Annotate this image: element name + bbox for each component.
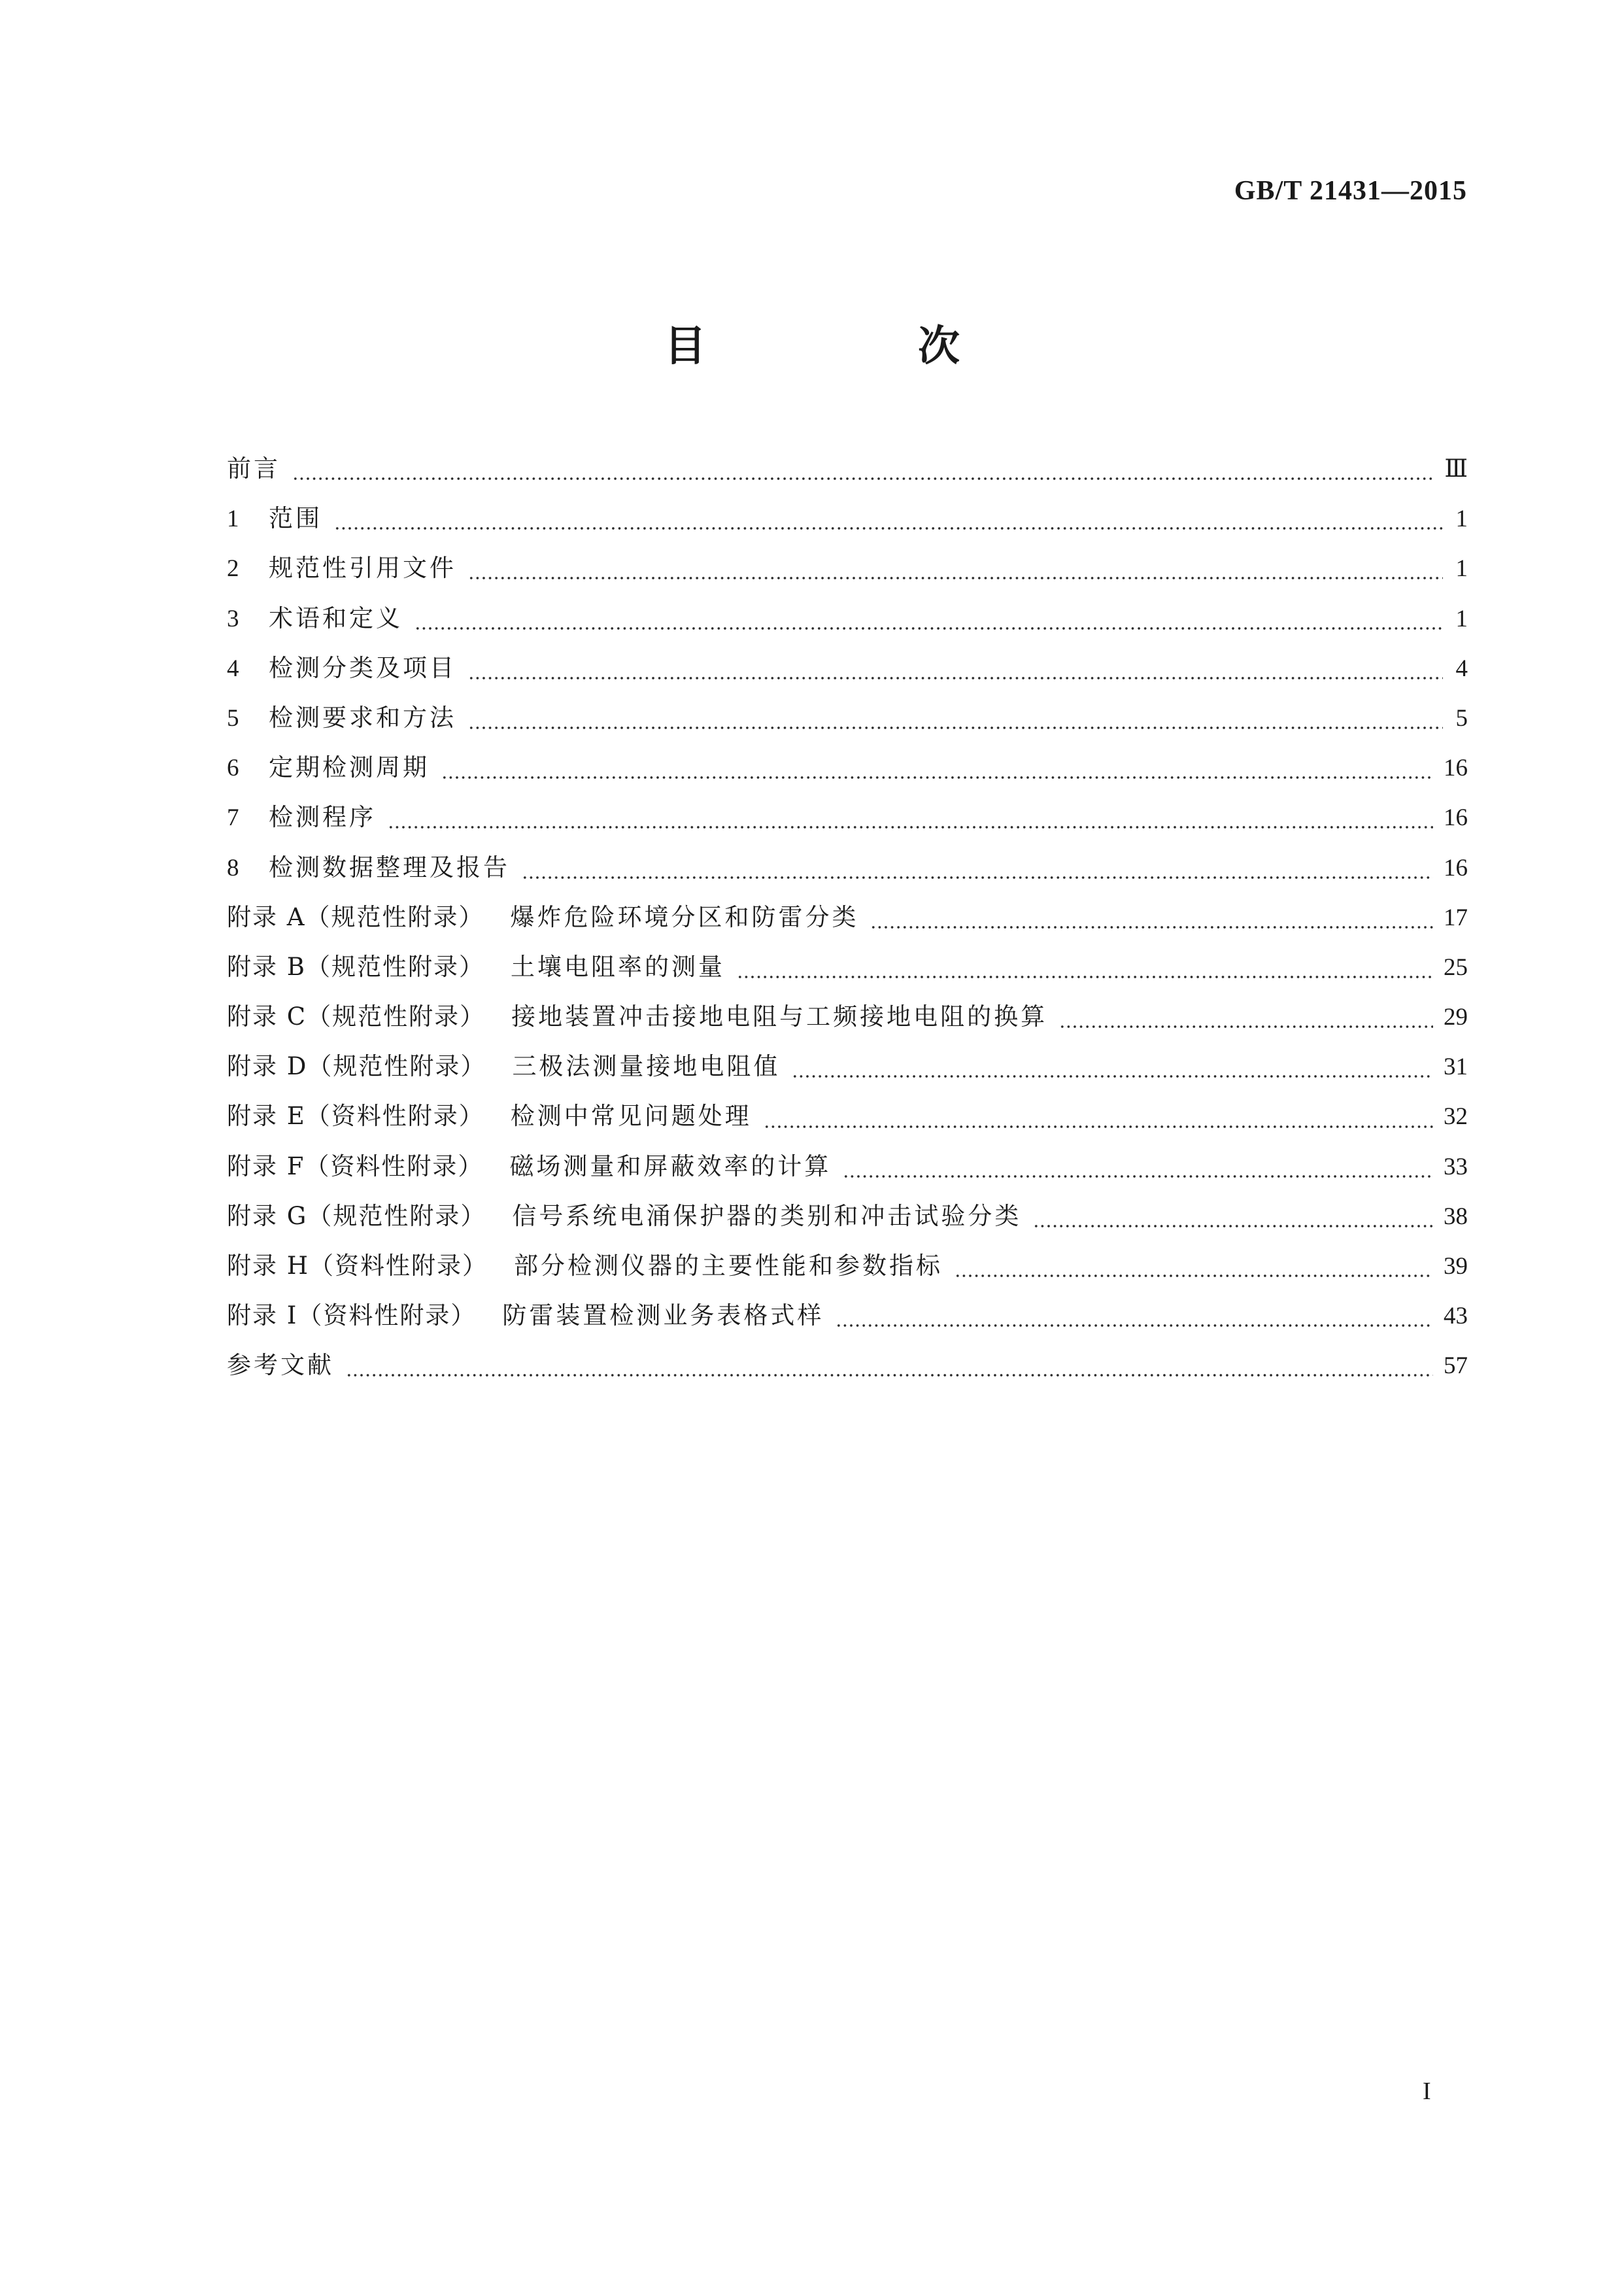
toc-entry-number: 1: [227, 505, 239, 533]
toc-entry-label: 附录 D（规范性附录）: [227, 1052, 486, 1081]
toc-entry-label: 检测分类及项目: [269, 653, 456, 682]
dot-leader: [334, 526, 1443, 530]
toc-entry-title: 信号系统电涌保护器的类别和冲击试验分类: [512, 1201, 1022, 1230]
toc-entry-references[interactable]: [227, 1345, 1468, 1395]
toc-entry-page: 1: [1455, 555, 1468, 583]
dot-leader: [414, 626, 1443, 630]
toc-entry-page: 31: [1444, 1053, 1468, 1081]
toc-entry-3[interactable]: [227, 598, 1468, 648]
toc-entry-label: 附录 F（资料性附录）: [227, 1152, 484, 1180]
toc-entry-label: 检测数据整理及报告: [269, 853, 510, 882]
toc-entry-title: 土壤电阻率的测量: [510, 952, 725, 981]
toc-entry-8[interactable]: [227, 847, 1468, 897]
toc-entry-page: 16: [1444, 804, 1468, 832]
toc-entry-page: 29: [1444, 1004, 1468, 1031]
toc-entry-page: 17: [1444, 904, 1468, 931]
toc-entry-label: 附录 E（资料性附录）: [227, 1102, 484, 1131]
toc-entry-number: 4: [227, 655, 239, 682]
toc-entry-label: 定期检测周期: [269, 753, 430, 782]
toc-entry-appendix-b[interactable]: [227, 947, 1468, 997]
toc-entry-1[interactable]: [227, 498, 1468, 548]
dot-leader: [468, 676, 1443, 680]
toc-entry-page: 1: [1455, 605, 1468, 632]
toc-entry-appendix-a[interactable]: [227, 897, 1468, 947]
toc-entry-label: 附录 H（资料性附录）: [227, 1252, 488, 1280]
dot-leader: [522, 876, 1433, 880]
toc-heading: 目 次: [664, 322, 1045, 371]
dot-leader: [1059, 1025, 1433, 1029]
toc-entry-label: 附录 I（资料性附录）: [227, 1301, 477, 1330]
toc-entry-page: 43: [1444, 1303, 1468, 1330]
toc-entry-appendix-g[interactable]: [227, 1196, 1468, 1246]
toc-entry-label: 参考文献: [227, 1351, 334, 1380]
toc-entry-label: 规范性引用文件: [269, 554, 456, 583]
dot-leader: [792, 1074, 1433, 1078]
toc-entry-number: 8: [227, 854, 239, 882]
toc-entry-5[interactable]: [227, 698, 1468, 747]
toc-entry-appendix-i[interactable]: [227, 1295, 1468, 1345]
toc-entry-label: 检测程序: [269, 803, 376, 832]
toc-entry-foreword[interactable]: [227, 449, 1468, 498]
toc-entry-page: 25: [1444, 953, 1468, 981]
toc-entry-title: 三极法测量接地电阻值: [512, 1052, 781, 1081]
standard-code: GB/T 21431—2015: [1234, 176, 1467, 206]
toc-entry-label: 附录 C（规范性附录）: [227, 1002, 486, 1031]
toc-entry-page: Ⅲ: [1444, 456, 1468, 483]
toc-entry-7[interactable]: [227, 797, 1468, 847]
dot-leader: [1033, 1224, 1433, 1228]
dot-leader: [292, 477, 1434, 481]
dot-leader: [836, 1324, 1433, 1327]
toc-entry-appendix-f[interactable]: [227, 1146, 1468, 1196]
toc-entry-appendix-d[interactable]: [227, 1046, 1468, 1096]
toc-entry-appendix-h[interactable]: [227, 1246, 1468, 1295]
toc-entry-title: 检测中常见问题处理: [510, 1102, 752, 1131]
toc-entry-page: 16: [1444, 755, 1468, 782]
toc-entry-number: 6: [227, 755, 239, 782]
table-of-contents: [227, 449, 1468, 1395]
dot-leader: [737, 975, 1433, 979]
dot-leader: [441, 776, 1433, 779]
toc-entry-label: 范围: [269, 504, 322, 533]
toc-entry-number: 2: [227, 555, 239, 583]
toc-entry-label: 术语和定义: [269, 604, 403, 632]
toc-entry-appendix-e[interactable]: [227, 1096, 1468, 1146]
dot-leader: [764, 1125, 1433, 1129]
toc-entry-label: 附录 B（规范性附录）: [227, 952, 484, 981]
toc-entry-page: 4: [1455, 655, 1468, 682]
toc-entry-page: 32: [1444, 1103, 1468, 1131]
toc-entry-page: 16: [1444, 854, 1468, 882]
dot-leader: [468, 726, 1443, 730]
toc-entry-number: 7: [227, 804, 239, 832]
toc-entry-title: 磁场测量和屏蔽效率的计算: [509, 1152, 832, 1180]
toc-entry-label: 检测要求和方法: [269, 703, 456, 732]
dot-leader: [870, 925, 1433, 929]
toc-entry-title: 防雷装置检测业务表格式样: [502, 1301, 824, 1330]
toc-entry-label: 前言: [227, 454, 280, 483]
dot-leader: [843, 1174, 1433, 1178]
toc-entry-2[interactable]: [227, 548, 1468, 598]
dot-leader: [468, 576, 1443, 580]
dot-leader: [955, 1274, 1433, 1278]
toc-entry-4[interactable]: [227, 648, 1468, 698]
toc-entry-appendix-c[interactable]: [227, 997, 1468, 1046]
toc-entry-number: 5: [227, 704, 239, 732]
toc-entry-title: 部分检测仪器的主要性能和参数指标: [514, 1252, 943, 1280]
toc-entry-page: 5: [1455, 704, 1468, 732]
toc-entry-title: 接地装置冲击接地电阻与工频接地电阻的换算: [511, 1002, 1048, 1031]
toc-entry-page: 1: [1455, 505, 1468, 533]
toc-entry-page: 57: [1444, 1352, 1468, 1380]
dot-leader: [346, 1373, 1433, 1377]
toc-entry-page: 39: [1444, 1253, 1468, 1280]
toc-entry-page: 33: [1444, 1153, 1468, 1180]
toc-entry-6[interactable]: [227, 747, 1468, 797]
toc-entry-label: 附录 G（规范性附录）: [227, 1201, 486, 1230]
toc-entry-title: 爆炸危险环境分区和防雷分类: [510, 902, 859, 931]
toc-entry-page: 38: [1444, 1203, 1468, 1230]
toc-entry-number: 3: [227, 605, 239, 632]
page-number: I: [1423, 2078, 1431, 2105]
toc-entry-label: 附录 A（规范性附录）: [227, 902, 484, 931]
dot-leader: [388, 825, 1433, 829]
